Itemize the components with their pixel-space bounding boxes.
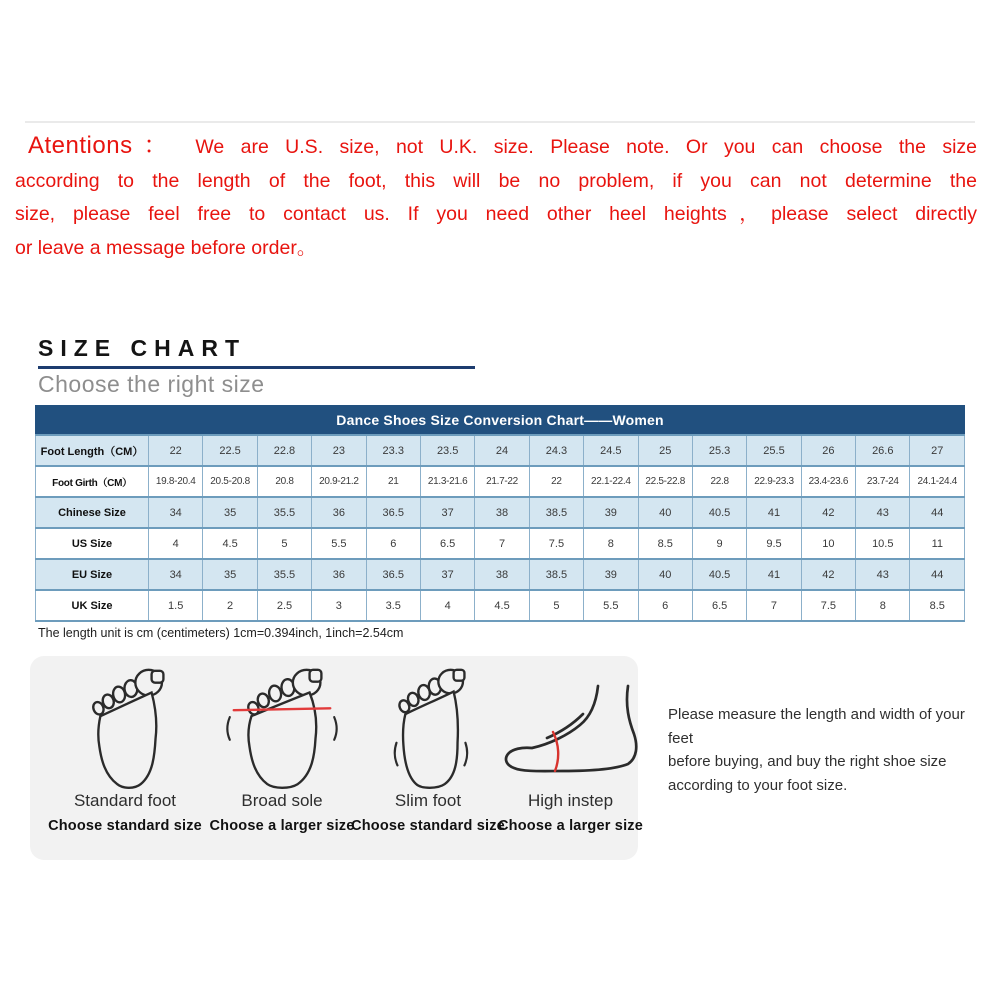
size-cell: 5.5 bbox=[312, 528, 366, 559]
size-cell: 27 bbox=[910, 435, 965, 466]
size-cell: 4.5 bbox=[203, 528, 257, 559]
size-cell: 40.5 bbox=[692, 559, 746, 590]
attention-note bbox=[15, 129, 977, 265]
size-cell: 38 bbox=[475, 497, 529, 528]
size-cell: 7 bbox=[747, 590, 801, 621]
size-cell: 20.9-21.2 bbox=[312, 466, 366, 497]
standard-foot-icon bbox=[65, 660, 185, 790]
size-cell: 8 bbox=[584, 528, 638, 559]
figure-label: Broad sole bbox=[241, 791, 323, 810]
broad-sole-figure bbox=[192, 660, 372, 834]
size-cell: 11 bbox=[910, 528, 965, 559]
size-chart-heading: SIZE CHART bbox=[38, 335, 246, 361]
size-cell: 40 bbox=[638, 559, 692, 590]
size-cell: 35.5 bbox=[257, 559, 311, 590]
row-label: US Size bbox=[36, 528, 149, 559]
size-cell: 22.1-22.4 bbox=[584, 466, 638, 497]
size-cell: 7.5 bbox=[801, 590, 855, 621]
figure-label: Slim foot bbox=[394, 791, 462, 810]
measure-note bbox=[668, 703, 978, 797]
size-cell: 1.5 bbox=[149, 590, 203, 621]
size-cell: 23.3 bbox=[366, 435, 420, 466]
top-divider bbox=[25, 121, 975, 123]
size-cell: 42 bbox=[801, 559, 855, 590]
size-cell: 36 bbox=[312, 559, 366, 590]
size-cell: 20.5-20.8 bbox=[203, 466, 257, 497]
table-title: Dance Shoes Size Conversion Chart——Women bbox=[36, 406, 965, 436]
size-cell: 6.5 bbox=[420, 528, 474, 559]
size-cell: 38 bbox=[475, 559, 529, 590]
size-cell: 8.5 bbox=[638, 528, 692, 559]
high-instep-icon bbox=[493, 660, 648, 790]
size-conversion-table bbox=[35, 405, 965, 622]
size-cell: 38.5 bbox=[529, 497, 583, 528]
figure-label: High instep bbox=[527, 791, 614, 810]
size-cell: 23.7-24 bbox=[856, 466, 910, 497]
size-cell: 44 bbox=[910, 497, 965, 528]
attention-line-3: size, please feel free to contact us. If you need other heel heights，please select directly bbox=[15, 203, 977, 225]
figure-advice: Choose standard size bbox=[351, 818, 505, 834]
table-title-row bbox=[36, 406, 965, 436]
table-row bbox=[36, 590, 965, 621]
size-cell: 36.5 bbox=[366, 497, 420, 528]
row-label: Foot Length（CM） bbox=[36, 435, 149, 466]
size-cell: 43 bbox=[856, 559, 910, 590]
row-label: EU Size bbox=[36, 559, 149, 590]
size-cell: 7 bbox=[475, 528, 529, 559]
row-label: UK Size bbox=[36, 590, 149, 621]
size-cell: 6.5 bbox=[692, 590, 746, 621]
size-cell: 36.5 bbox=[366, 559, 420, 590]
attention-title: Atentions： bbox=[28, 132, 179, 159]
size-cell: 25 bbox=[638, 435, 692, 466]
size-cell: 21.7-22 bbox=[475, 466, 529, 497]
size-chart-subheading: Choose the right size bbox=[38, 371, 265, 397]
size-cell: 8 bbox=[856, 590, 910, 621]
size-cell: 24.5 bbox=[584, 435, 638, 466]
attention-line-2: according to the length of the foot, this will be no problem, if you can not determine the bbox=[15, 169, 977, 192]
broad-sole-icon bbox=[217, 660, 347, 790]
size-cell: 37 bbox=[420, 559, 474, 590]
size-cell: 35 bbox=[203, 497, 257, 528]
high-instep-figure bbox=[478, 660, 663, 834]
size-cell: 24.3 bbox=[529, 435, 583, 466]
size-cell: 44 bbox=[910, 559, 965, 590]
size-cell: 23.5 bbox=[420, 435, 474, 466]
size-cell: 9 bbox=[692, 528, 746, 559]
size-cell: 35 bbox=[203, 559, 257, 590]
table-row bbox=[36, 559, 965, 590]
size-cell: 25.5 bbox=[747, 435, 801, 466]
size-cell: 9.5 bbox=[747, 528, 801, 559]
size-chart-underline bbox=[38, 366, 475, 369]
size-cell: 2.5 bbox=[257, 590, 311, 621]
size-cell: 26 bbox=[801, 435, 855, 466]
row-label: Chinese Size bbox=[36, 497, 149, 528]
size-cell: 21 bbox=[366, 466, 420, 497]
size-cell: 23.4-23.6 bbox=[801, 466, 855, 497]
size-cell: 24 bbox=[475, 435, 529, 466]
table-row bbox=[36, 528, 965, 559]
row-label: Foot Girth（CM） bbox=[36, 466, 149, 497]
size-cell: 6 bbox=[638, 590, 692, 621]
size-cell: 6 bbox=[366, 528, 420, 559]
size-cell: 43 bbox=[856, 497, 910, 528]
size-cell: 10 bbox=[801, 528, 855, 559]
size-cell: 5 bbox=[529, 590, 583, 621]
size-cell: 8.5 bbox=[910, 590, 965, 621]
size-cell: 37 bbox=[420, 497, 474, 528]
size-cell: 22.8 bbox=[692, 466, 746, 497]
unit-note: The length unit is cm (centimeters) 1cm=0.394inch, 1inch=2.54cm bbox=[38, 626, 404, 640]
size-cell: 5.5 bbox=[584, 590, 638, 621]
attention-line-4: or leave a message before order。 bbox=[15, 236, 317, 259]
size-cell: 22.5-22.8 bbox=[638, 466, 692, 497]
measure-note-line-3: according to your foot size. bbox=[668, 776, 848, 794]
size-cell: 40.5 bbox=[692, 497, 746, 528]
size-cell: 34 bbox=[149, 497, 203, 528]
slim-foot-icon bbox=[372, 660, 484, 790]
size-cell: 41 bbox=[747, 497, 801, 528]
size-cell: 40 bbox=[638, 497, 692, 528]
size-cell: 20.8 bbox=[257, 466, 311, 497]
figure-label: Standard foot bbox=[73, 791, 177, 810]
size-cell: 4 bbox=[149, 528, 203, 559]
size-cell: 5 bbox=[257, 528, 311, 559]
size-cell: 38.5 bbox=[529, 559, 583, 590]
size-cell: 22 bbox=[529, 466, 583, 497]
size-cell: 21.3-21.6 bbox=[420, 466, 474, 497]
measure-note-line-1: Please measure the length and width of your feet bbox=[668, 706, 965, 747]
table-row bbox=[36, 435, 965, 466]
size-cell: 7.5 bbox=[529, 528, 583, 559]
size-cell: 26.6 bbox=[856, 435, 910, 466]
figure-advice: Choose standard size bbox=[48, 818, 202, 834]
table-row bbox=[36, 497, 965, 528]
size-table-body bbox=[36, 406, 965, 622]
size-cell: 2 bbox=[203, 590, 257, 621]
instep-measure-arc bbox=[553, 732, 558, 771]
figure-advice: Choose a larger size bbox=[209, 818, 355, 834]
size-cell: 22.9-23.3 bbox=[747, 466, 801, 497]
size-cell: 23 bbox=[312, 435, 366, 466]
measure-note-line-2: before buying, and buy the right shoe size bbox=[668, 753, 947, 770]
size-cell: 42 bbox=[801, 497, 855, 528]
size-cell: 3.5 bbox=[366, 590, 420, 621]
size-cell: 19.8-20.4 bbox=[149, 466, 203, 497]
table-row bbox=[36, 466, 965, 497]
size-cell: 39 bbox=[584, 559, 638, 590]
size-cell: 36 bbox=[312, 497, 366, 528]
size-cell: 24.1-24.4 bbox=[910, 466, 965, 497]
size-cell: 3 bbox=[312, 590, 366, 621]
size-cell: 34 bbox=[149, 559, 203, 590]
figure-advice: Choose a larger size bbox=[497, 818, 644, 834]
size-cell: 22.8 bbox=[257, 435, 311, 466]
attention-line-1 bbox=[15, 129, 977, 165]
size-cell: 39 bbox=[584, 497, 638, 528]
size-cell: 10.5 bbox=[856, 528, 910, 559]
attention-line-1-text: We are U.S. size, not U.K. size. Please note. Or you can choose the size bbox=[195, 136, 977, 158]
standard-foot-figure bbox=[40, 660, 210, 834]
size-cell: 25.3 bbox=[692, 435, 746, 466]
feet-guide-panel bbox=[30, 656, 644, 860]
size-cell: 22 bbox=[149, 435, 203, 466]
size-cell: 41 bbox=[747, 559, 801, 590]
size-cell: 22.5 bbox=[203, 435, 257, 466]
size-cell: 35.5 bbox=[257, 497, 311, 528]
size-cell: 4 bbox=[420, 590, 474, 621]
size-cell: 4.5 bbox=[475, 590, 529, 621]
